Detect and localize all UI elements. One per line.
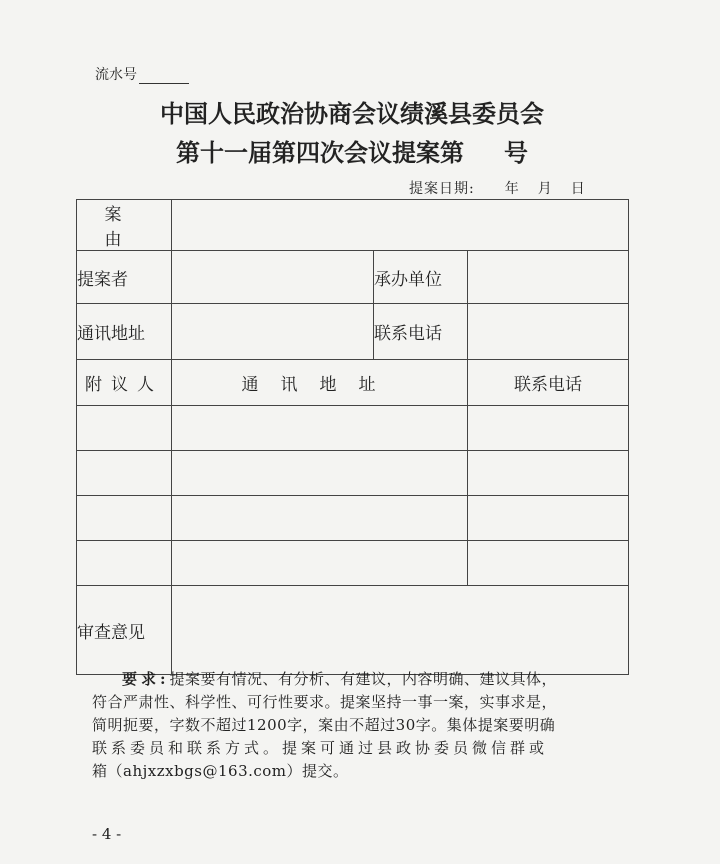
co-proposer-row: [77, 451, 629, 496]
row-subject: [77, 200, 629, 251]
co-proposer-row: [77, 406, 629, 451]
requirements-line-4: 联系委员和联系方式。提案可通过县政协委员微信群或: [92, 739, 549, 757]
date-year: 年: [504, 181, 520, 197]
proposal-table: [76, 199, 629, 675]
co-proposer-label: 附议人: [77, 360, 172, 406]
proposer-label: 提案者: [77, 251, 172, 304]
title-suffix: 号: [504, 138, 528, 167]
row-co-proposer-header: [77, 360, 629, 406]
title-prefix: 第十一届第四次会议提案第: [176, 138, 464, 167]
handling-unit-field[interactable]: [468, 251, 629, 304]
date-month: 月: [537, 181, 553, 197]
co-proposer-name-cell[interactable]: [77, 496, 172, 541]
co-proposer-address-cell[interactable]: [172, 541, 468, 586]
form-title-line2: [0, 133, 712, 168]
co-proposer-address-cell[interactable]: [172, 496, 468, 541]
proposal-date: [409, 178, 604, 198]
row-address: [77, 304, 629, 360]
phone-field[interactable]: [468, 304, 629, 360]
row-review: [77, 586, 629, 675]
phone-label: 联系电话: [374, 304, 468, 360]
handling-unit-label: 承办单位: [374, 251, 468, 304]
co-proposer-row: [77, 541, 629, 586]
serial-number: [95, 64, 189, 84]
row-proposer: [77, 251, 629, 304]
date-label: 提案日期:: [409, 181, 475, 197]
requirements-line-2: 符合严肃性、科学性、可行性要求。提案坚持一事一案，实事求是，: [92, 693, 558, 711]
co-proposer-name-cell[interactable]: [77, 451, 172, 496]
serial-label: 流水号: [95, 67, 137, 83]
subject-label: 案 由: [77, 200, 172, 251]
co-proposer-name-cell[interactable]: [77, 541, 172, 586]
serial-blank-line: [139, 69, 189, 84]
review-field[interactable]: [172, 586, 629, 675]
co-proposer-address-cell[interactable]: [172, 451, 468, 496]
col-phone-header: 联系电话: [468, 360, 629, 406]
co-proposer-address-cell[interactable]: [172, 406, 468, 451]
subject-field[interactable]: [172, 200, 629, 251]
co-proposer-name-cell[interactable]: [77, 406, 172, 451]
co-proposer-phone-cell[interactable]: [468, 496, 629, 541]
address-field[interactable]: [172, 304, 374, 360]
co-proposer-phone-cell[interactable]: [468, 541, 629, 586]
proposer-field[interactable]: [172, 251, 374, 304]
requirements-line-3: 简明扼要，字数不超过1200字，案由不超过30字。集体提案要明确: [92, 716, 556, 734]
co-proposer-row: [77, 496, 629, 541]
requirements-line-5: 箱（ahjxzxbgs@163.com）提交。: [92, 762, 349, 780]
co-proposer-phone-cell[interactable]: [468, 406, 629, 451]
address-label: 通讯地址: [77, 304, 172, 360]
requirements-line-1: 要求:提案要有情况、有分析、有建议，内容明确、建议具体，: [122, 670, 558, 688]
requirements-text: [92, 668, 610, 783]
date-day: 日: [570, 181, 586, 197]
review-label: 审查意见: [77, 586, 172, 675]
page-number: - 4 -: [92, 825, 122, 843]
col-address-header: 通讯地址: [172, 360, 468, 406]
co-proposer-phone-cell[interactable]: [468, 451, 629, 496]
form-title-line1: 中国人民政治协商会议绩溪县委员会: [160, 99, 544, 128]
requirements-heading: 要求:: [122, 670, 170, 688]
